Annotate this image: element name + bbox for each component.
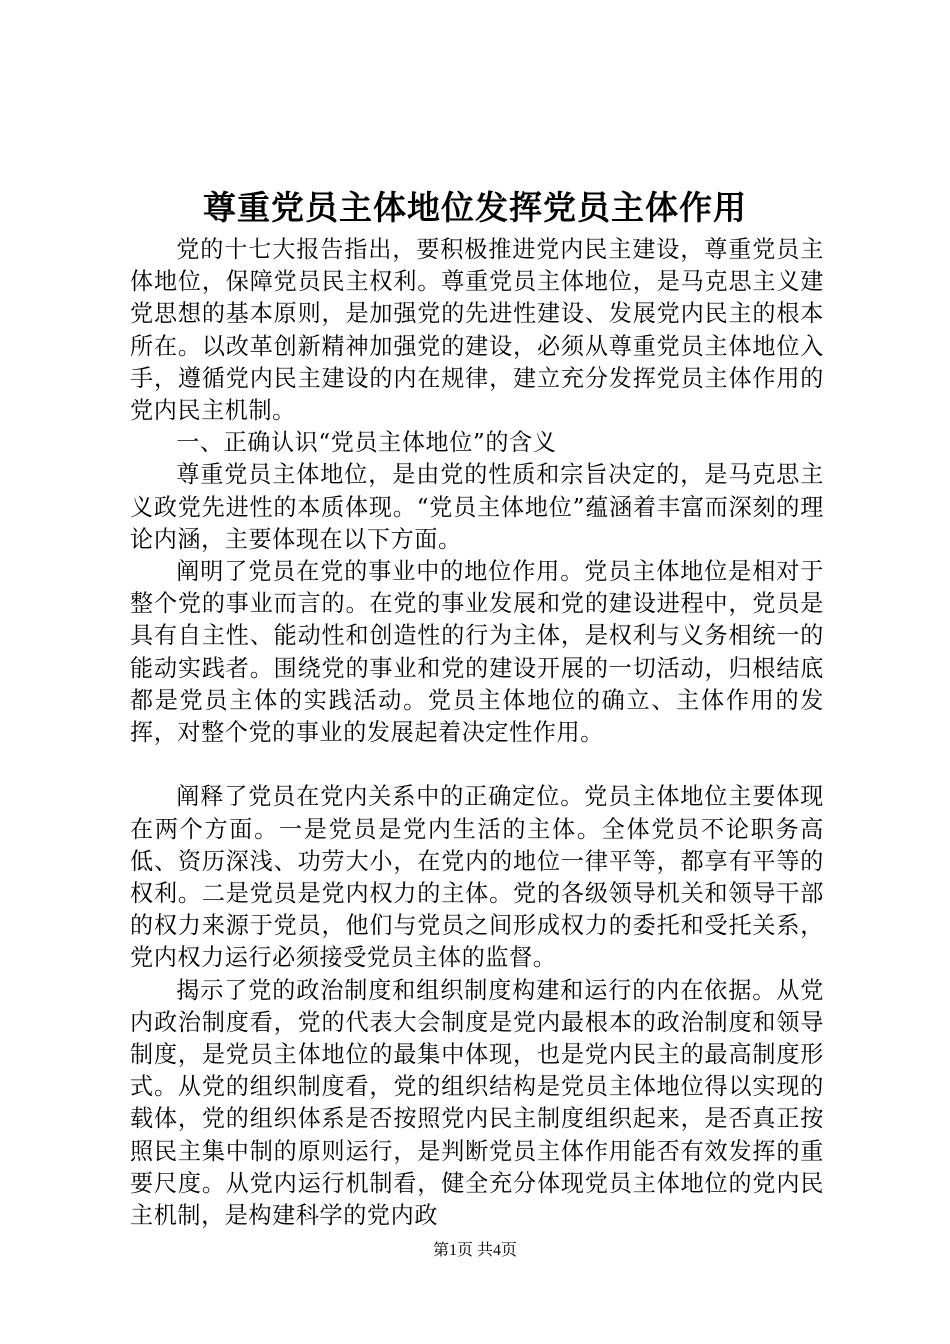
paragraph-intro: 党的十七大报告指出，要积极推进党内民主建设，尊重党员主体地位，保障党员民主权利。尊重党员主体地位，是马克思主义建党思想的基本原则，是加强党的先进性建设、发展党内民主的根本所在。以改革创新精神加强党的建设，必须从尊重党员主体地位入手，遵循党内民主建设的内在规律，建立充分发挥党员主体作用的党内民主机制。 (130, 237, 824, 425)
paragraph-meaning: 尊重党员主体地位，是由党的性质和宗旨决定的，是马克思主义政党先进性的本质体现。“党员主体地位”蕴涵着丰富而深刻的理论内涵，主要体现在以下方面。 (130, 462, 824, 553)
page-number: 第1页 共4页 (432, 1242, 517, 1259)
paragraph-role: 阐明了党员在党的事业中的地位作用。党员主体地位是相对于整个党的事业而言的。在党的事业发展和党的建设进程中，党员是具有自主性、能动性和创造性的行为主体，是权利与义务相统一的能动实践者。围绕党的事业和党的建设开展的一切活动，归根结底都是党员主体的实践活动。党员主体地位的确立、主体作用的发挥，对整个党的事业的发展起着决定性作用。 (130, 559, 824, 747)
paragraph-system: 揭示了党的政治制度和组织制度构建和运行的内在依据。从党内政治制度看，党的代表大会制度是党内最根本的政治制度和领导制度，是党员主体地位的最集中体现，也是党内民主的最高制度形式。从党的组织制度看，党的组织结构是党员主体地位得以实现的载体，党的组织体系是否按照党内民主制度组织起来，是否真正按照民主集中制的原则运行，是判断党员主体作用能否有效发挥的重要尺度。从党内运行机制看，健全充分体现党员主体地位的党内民主机制，是构建科学的党内政 (130, 977, 824, 1230)
document-body (130, 234, 824, 1232)
document-title: 尊重党员主体地位发挥党员主体作用 (203, 188, 747, 227)
section-heading: 一、正确认识“党员主体地位”的含义 (176, 430, 557, 457)
paragraph-position: 阐释了党员在党内关系中的正确定位。党员主体地位主要体现在两个方面。一是党员是党内生活的主体。全体党员不论职务高低、资历深浅、功劳大小，在党内的地位一律平等，都享有平等的权利。二是党员是党内权力的主体。党的各级领导机关和领导干部的权力来源于党员，他们与党员之间形成权力的委托和受托关系，党内权力运行必须接受党员主体的监督。 (130, 784, 824, 972)
